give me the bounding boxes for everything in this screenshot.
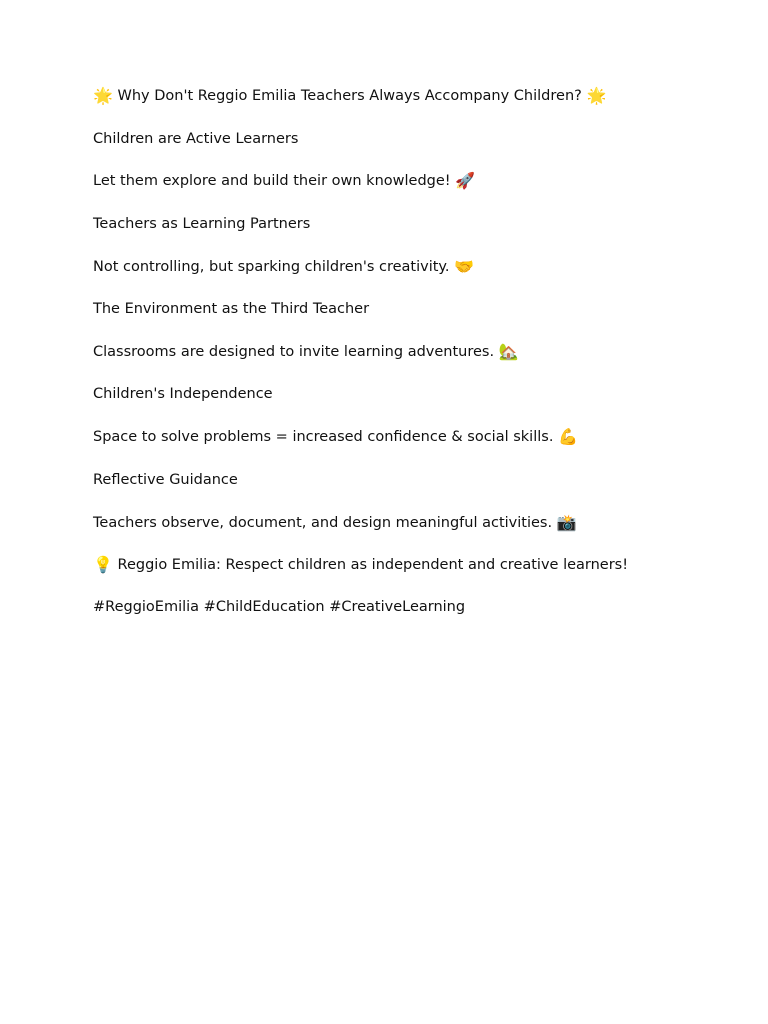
section-body-text: Space to solve problems = increased confidence & social skills. — [93, 429, 554, 445]
handshake-icon: 🤝 — [454, 257, 475, 276]
section-body-text: Let them explore and build their own knowledge! — [93, 173, 451, 189]
section-heading: The Environment as the Third Teacher — [93, 301, 370, 317]
flexed-biceps-icon: 💪 — [558, 427, 578, 446]
section-body — [93, 171, 475, 191]
section-body — [93, 513, 577, 533]
section-heading: Teachers as Learning Partners — [93, 216, 311, 232]
section-body — [93, 427, 578, 447]
section-body — [93, 257, 474, 277]
house-with-garden-icon: 🏡 — [498, 342, 519, 361]
light-bulb-icon: 💡 — [93, 555, 113, 574]
glowing-star-icon: 🌟 — [586, 86, 607, 105]
glowing-star-icon: 🌟 — [93, 86, 113, 105]
section-body-text: Classrooms are designed to invite learning adventures. — [93, 344, 495, 360]
camera-flash-icon: 📸 — [556, 513, 577, 532]
conclusion-text: Reggio Emilia: Respect children as independent and creative learners! — [117, 557, 629, 573]
section-heading: Children are Active Learners — [93, 131, 299, 147]
title-text: Why Don't Reggio Emilia Teachers Always Accompany Children? — [117, 88, 582, 104]
section-heading: Children's Independence — [93, 386, 273, 402]
conclusion — [93, 555, 628, 575]
section-body-text: Teachers observe, document, and design meaningful activities. — [93, 515, 553, 531]
section-heading: Reflective Guidance — [93, 472, 238, 488]
hashtags: #ReggioEmilia #ChildEducation #CreativeLearning — [93, 599, 466, 615]
section-body — [93, 342, 519, 362]
document-title — [93, 86, 606, 106]
rocket-icon: 🚀 — [455, 171, 476, 190]
section-body-text: Not controlling, but sparking children's creativity. — [93, 259, 450, 275]
